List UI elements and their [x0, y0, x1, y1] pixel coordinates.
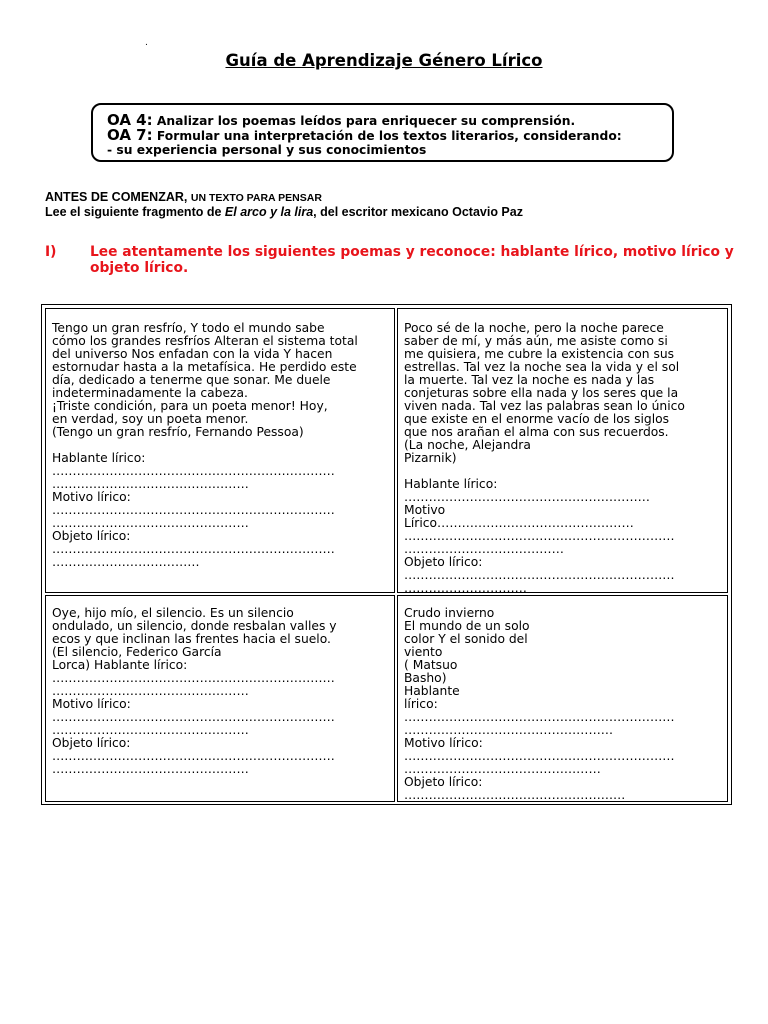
poem-line: ……………………………………………………………	[52, 710, 335, 724]
poem-line: Motivo	[404, 503, 446, 517]
poem-line: …………………………………………………………	[404, 568, 675, 582]
objective-oa7	[107, 128, 672, 143]
poem-line: ………………………………………………	[404, 788, 626, 802]
objective-text: Formular una interpretación de los textos literarios, considerando:	[156, 129, 622, 143]
poem-line: Hablante	[404, 684, 460, 698]
poem-line: Basho)	[404, 671, 447, 685]
poem-cell-pizarnik	[397, 308, 728, 593]
instruction-number: I)	[45, 244, 57, 260]
poem-line: Objeto lírico:	[52, 736, 131, 750]
objectives-box	[91, 103, 674, 162]
intro-reference	[45, 205, 523, 219]
objective-code: OA 4:	[107, 111, 153, 129]
poem-line: del universo Nos enfadan con la vida Y hacen	[52, 347, 333, 361]
poem-line: ……………………………………………………	[404, 490, 650, 504]
poem-line: …………………………………………	[52, 723, 249, 737]
poem-line: me quisiera, me cubre la existencia con sus	[404, 347, 675, 361]
poem-line: ondulado, un silencio, donde resbalan valles y	[52, 619, 337, 633]
objective-continuation	[107, 143, 672, 157]
poem-line: estornudar hasta a la metafísica. He perdido este	[52, 360, 357, 374]
poem-line: Motivo lírico:	[52, 697, 131, 711]
poem-line: color Y el sonido del	[404, 632, 528, 646]
poem-line: (La noche, Alejandra	[404, 438, 531, 452]
poem-line: ¡Triste condición, para un poeta menor! Hoy,	[52, 399, 328, 413]
objective-oa4	[107, 113, 672, 128]
poem-line: Objeto lírico:	[404, 555, 483, 569]
poem-line: …………………………………	[404, 542, 564, 556]
poem-line: ( Matsuo	[404, 658, 458, 672]
poem-line: …………………………………………………………	[404, 749, 675, 763]
poem-line: ……………………………………………	[404, 723, 614, 737]
objective-text: Analizar los poemas leídos para enriquecer su comprensión.	[156, 114, 576, 128]
poem-line: que existe en el enorme vacío de los siglos	[404, 412, 670, 426]
poem-line: Tengo un gran resfrío, Y todo el mundo sabe	[52, 321, 325, 335]
poems-table	[41, 304, 732, 805]
poem-line: ……………………………………………………………	[52, 749, 335, 763]
objective-code: OA 7:	[107, 126, 153, 144]
poem-line: Motivo lírico:	[404, 736, 483, 750]
intro-heading-small: UN TEXTO PARA PENSAR	[190, 192, 322, 204]
intro-reference-end: , del escritor mexicano Octavio Paz	[313, 205, 523, 219]
poem-line: viven nada. Tal vez las palabras sean lo único	[404, 399, 685, 413]
poem-line: ………………………………	[52, 555, 200, 569]
poem-line: Objeto lírico:	[52, 529, 131, 543]
poem-line: ……………………………………………………………	[52, 464, 335, 478]
poem-line: …………………………………………………………	[404, 529, 675, 543]
poem-line: Motivo lírico:	[52, 490, 131, 504]
poem-cell-basho	[397, 595, 728, 802]
poem-line: …………………………………………………………	[404, 710, 675, 724]
poem-line: …………………………………………	[52, 516, 249, 530]
poem-line: ……………………………………………………………	[52, 542, 335, 556]
poem-line: viento	[404, 645, 443, 659]
intro-heading	[45, 190, 523, 205]
poem-line: lírico:	[404, 697, 438, 711]
poem-line: Crudo invierno	[404, 606, 495, 620]
poem-line: …………………………………………	[52, 477, 249, 491]
poem-line: ecos y que inclinan las frentes hacia el suelo.	[52, 632, 331, 646]
instruction-text: Lee atentamente los siguientes poemas y reconoce: hablante lírico, motivo lírico y objeto lírico.	[90, 244, 734, 276]
poem-line: conjeturas sobre ella nada y los seres que la	[404, 386, 679, 400]
objective-text: - su experiencia personal y sus conocimientos	[107, 143, 427, 157]
poem-line: El mundo de un solo	[404, 619, 530, 633]
poem-cell-lorca	[45, 595, 395, 802]
poem-line: Lírico…………………………………………	[404, 516, 634, 530]
intro-heading-main: ANTES DE COMENZAR,	[45, 190, 188, 204]
poem-line: ……………………………………………………………	[52, 671, 335, 685]
poem-line: Lorca) Hablante lírico:	[52, 658, 188, 672]
poem-cell-pessoa	[45, 308, 395, 593]
poem-line: Poco sé de la noche, pero la noche parece	[404, 321, 664, 335]
poem-line: …………………………………………	[52, 684, 249, 698]
poem-line: ……………………………………………………………	[52, 503, 335, 517]
poem-line: Oye, hijo mío, el silencio. Es un silencio	[52, 606, 294, 620]
poem-line: día, dedicado a tenerme que sonar. Me duele	[52, 373, 331, 387]
poem-line: Objeto lírico:	[404, 775, 483, 789]
intro-block	[45, 190, 523, 219]
poem-line: Hablante lírico:	[404, 477, 498, 491]
poem-line: la muerte. Tal vez la noche es nada y las	[404, 373, 655, 387]
poem-line: indeterminadamente la cabeza.	[52, 386, 248, 400]
poem-line: (Tengo un gran resfrío, Fernando Pessoa)	[52, 425, 304, 439]
poem-line: …………………………………………	[404, 762, 601, 776]
intro-reference-start: Lee el siguiente fragmento de	[45, 205, 225, 219]
page-title: Guía de Aprendizaje Género Lírico	[225, 51, 543, 70]
poem-line: Pizarnik)	[404, 451, 457, 465]
poem-line: …………………………………………	[52, 762, 249, 776]
poem-line: (El silencio, Federico García	[52, 645, 222, 659]
poem-line: …………………………	[404, 581, 527, 593]
poem-line: en verdad, soy un poeta menor.	[52, 412, 249, 426]
poem-line: estrellas. Tal vez la noche sea la vida y el sol	[404, 360, 680, 374]
stray-dot: .	[145, 38, 148, 48]
poem-line: saber de mí, y más aún, me asiste como si	[404, 334, 668, 348]
poem-line: que nos arañan el alma con sus recuerdos.	[404, 425, 669, 439]
poem-line: cómo los grandes resfríos Alteran el sistema total	[52, 334, 358, 348]
poem-line: Hablante lírico:	[52, 451, 146, 465]
book-title: El arco y la lira	[224, 205, 314, 219]
